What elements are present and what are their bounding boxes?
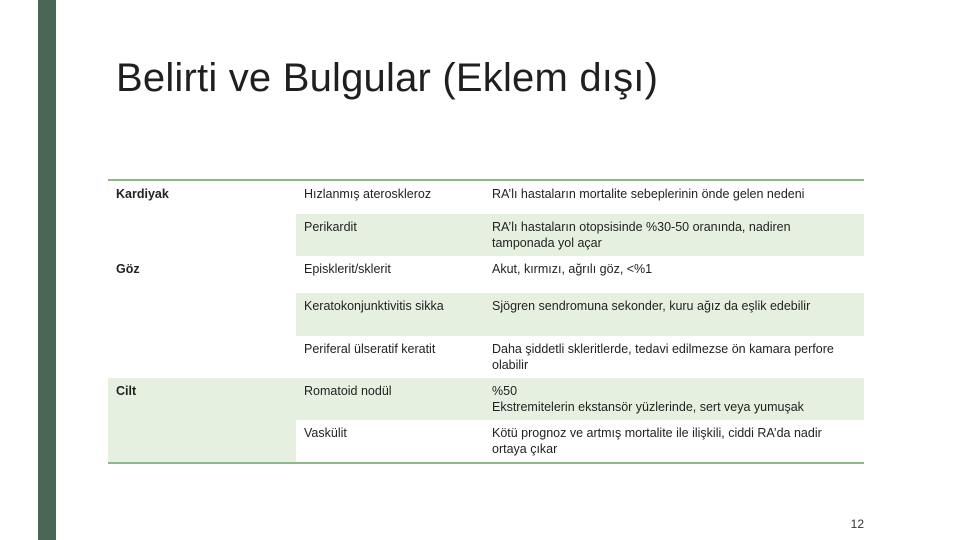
page-number: 12 bbox=[850, 517, 864, 531]
findings-table bbox=[108, 179, 864, 464]
description-line: %50 Ekstremitelerin ekstansör yüzlerinde, sert veya yumuşak bbox=[492, 384, 804, 414]
finding-cell: Vaskülit bbox=[296, 420, 484, 463]
description-cell bbox=[484, 378, 864, 420]
finding-cell: Perikardit bbox=[296, 214, 484, 256]
finding-cell: Keratokonjunktivitis sikka bbox=[296, 293, 484, 336]
finding-cell: Episklerit/sklerit bbox=[296, 256, 484, 293]
finding-cell: Romatoid nodül bbox=[296, 378, 484, 420]
description-cell: Sjögren sendromuna sekonder, kuru ağız da eşlik edebilir bbox=[484, 293, 864, 336]
description-cell: RA’lı hastaların otopsisinde %30-50 oranında, nadiren tamponada yol açar bbox=[484, 214, 864, 256]
description-cell: Daha şiddetli skleritlerde, tedavi edilmezse ön kamara perfore olabilir bbox=[484, 336, 864, 378]
finding-cell: Hızlanmış ateroskleroz bbox=[296, 180, 484, 214]
table-row bbox=[108, 378, 864, 420]
table-row bbox=[108, 180, 864, 214]
description-cell: Akut, kırmızı, ağrılı göz, <%1 bbox=[484, 256, 864, 293]
accent-side-bar bbox=[38, 0, 56, 540]
description-cell: Kötü prognoz ve artmış mortalite ile ilişkili, ciddi RA’da nadir ortaya çıkar bbox=[484, 420, 864, 463]
slide-title: Belirti ve Bulgular (Eklem dışı) bbox=[116, 56, 659, 100]
category-cell: Kardiyak bbox=[108, 180, 296, 256]
finding-cell: Periferal ülseratif keratit bbox=[296, 336, 484, 378]
category-cell: Göz bbox=[108, 256, 296, 378]
category-cell: Cilt bbox=[108, 378, 296, 463]
description-cell: RA’lı hastaların mortalite sebeplerinin önde gelen nedeni bbox=[484, 180, 864, 214]
table-row bbox=[108, 256, 864, 293]
